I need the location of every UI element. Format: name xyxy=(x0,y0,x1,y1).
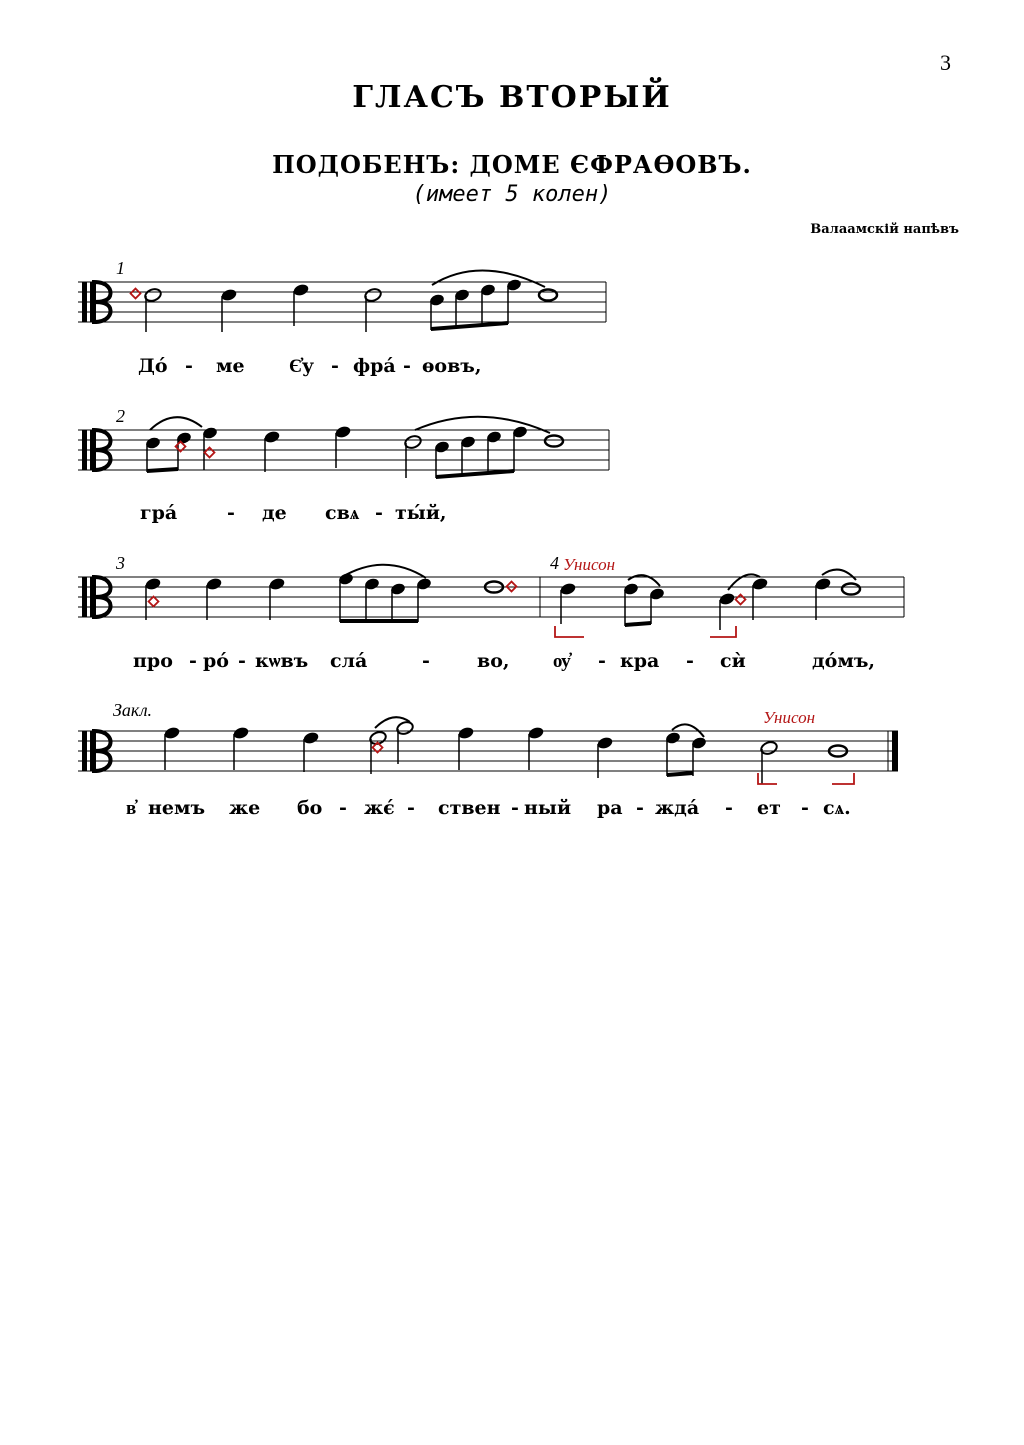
lyric-syllable: де xyxy=(262,502,287,524)
lyric-syllable: До́ xyxy=(138,355,168,377)
lyric-syllable: во, xyxy=(477,650,510,672)
lyric-hyphen: - xyxy=(375,502,383,524)
lyric-syllable: сѧ. xyxy=(823,797,851,819)
lyric-syllable: кѡвъ xyxy=(255,650,309,672)
system-number-4: 4 xyxy=(550,553,559,573)
staff-system-3 xyxy=(78,565,904,637)
lyric-hyphen: - xyxy=(339,797,347,819)
lyric-hyphen: - xyxy=(403,355,411,377)
lyric-syllable: про xyxy=(133,650,173,672)
lyric-syllable: немъ xyxy=(148,797,206,819)
lyric-syllable: до́мъ, xyxy=(812,650,876,672)
lyric-syllable: ты́й, xyxy=(395,502,447,524)
system-number-1: 1 xyxy=(116,258,125,278)
page-subtitle: ПОДОБЕНЪ: ДОМЕ ЄФРАѲОВЪ. xyxy=(272,150,752,179)
lyric-hyphen: - xyxy=(238,650,246,672)
lyric-hyphen: - xyxy=(725,797,733,819)
lyric-syllable: кра xyxy=(620,650,660,672)
lyric-syllable: фра́ xyxy=(353,355,396,377)
lyrics-line-final xyxy=(0,797,1024,827)
lyric-hyphen: - xyxy=(407,797,415,819)
lyric-hyphen: - xyxy=(185,355,193,377)
lyric-syllable: Є҆у xyxy=(289,355,315,377)
lyric-syllable: в҆ xyxy=(126,797,137,819)
staff-system-2 xyxy=(78,417,609,479)
lyric-syllable: жда́ xyxy=(655,797,700,819)
page-title: ГЛАСЪ ВТОРЫЙ xyxy=(352,80,672,115)
staff-system-1 xyxy=(78,270,606,332)
lyric-syllable: ро́ xyxy=(203,650,229,672)
lyric-syllable: ный xyxy=(524,797,572,819)
system-number-3: 3 xyxy=(116,553,125,573)
lyric-syllable: же xyxy=(229,797,261,819)
system-number-2: 2 xyxy=(116,406,125,426)
lyric-syllable: ствен xyxy=(438,797,501,819)
lyric-hyphen: - xyxy=(422,650,430,672)
system-label-final: Закл. xyxy=(113,700,153,720)
lyric-hyphen: - xyxy=(331,355,339,377)
lyric-hyphen: - xyxy=(189,650,197,672)
lyric-syllable: ме xyxy=(216,355,245,377)
unison-marking-final: Унисон xyxy=(763,708,816,727)
lyric-hyphen: - xyxy=(636,797,644,819)
subtitle-note: (имеет 5 колен) xyxy=(412,182,612,207)
unison-marking: Унисон xyxy=(563,555,616,574)
lyric-syllable: ѹ҆ xyxy=(553,650,571,672)
lyric-syllable: сѝ xyxy=(720,650,746,672)
lyric-hyphen: - xyxy=(801,797,809,819)
lyric-hyphen: - xyxy=(598,650,606,672)
lyric-syllable: жє́ xyxy=(364,797,395,819)
page-number: 3 xyxy=(940,50,951,75)
lyric-hyphen: - xyxy=(227,502,235,524)
lyric-syllable: сла́ xyxy=(330,650,368,672)
chant-name: Валаамскій напѣвъ xyxy=(810,222,959,237)
lyrics-line-3 xyxy=(0,650,1024,680)
lyric-syllable: ра xyxy=(597,797,623,819)
lyric-hyphen: - xyxy=(686,650,694,672)
lyrics-line-1 xyxy=(0,355,1024,385)
alto-clef xyxy=(82,282,110,322)
staff-system-final xyxy=(78,717,898,784)
lyric-syllable: гра́ xyxy=(140,502,178,524)
lyric-syllable: ет xyxy=(757,797,781,819)
lyric-syllable: свѧ xyxy=(325,502,360,524)
lyric-syllable: бо xyxy=(297,797,323,819)
lyric-hyphen: - xyxy=(511,797,519,819)
lyrics-line-2 xyxy=(0,502,1024,532)
lyric-syllable: ѳовъ, xyxy=(422,355,482,377)
